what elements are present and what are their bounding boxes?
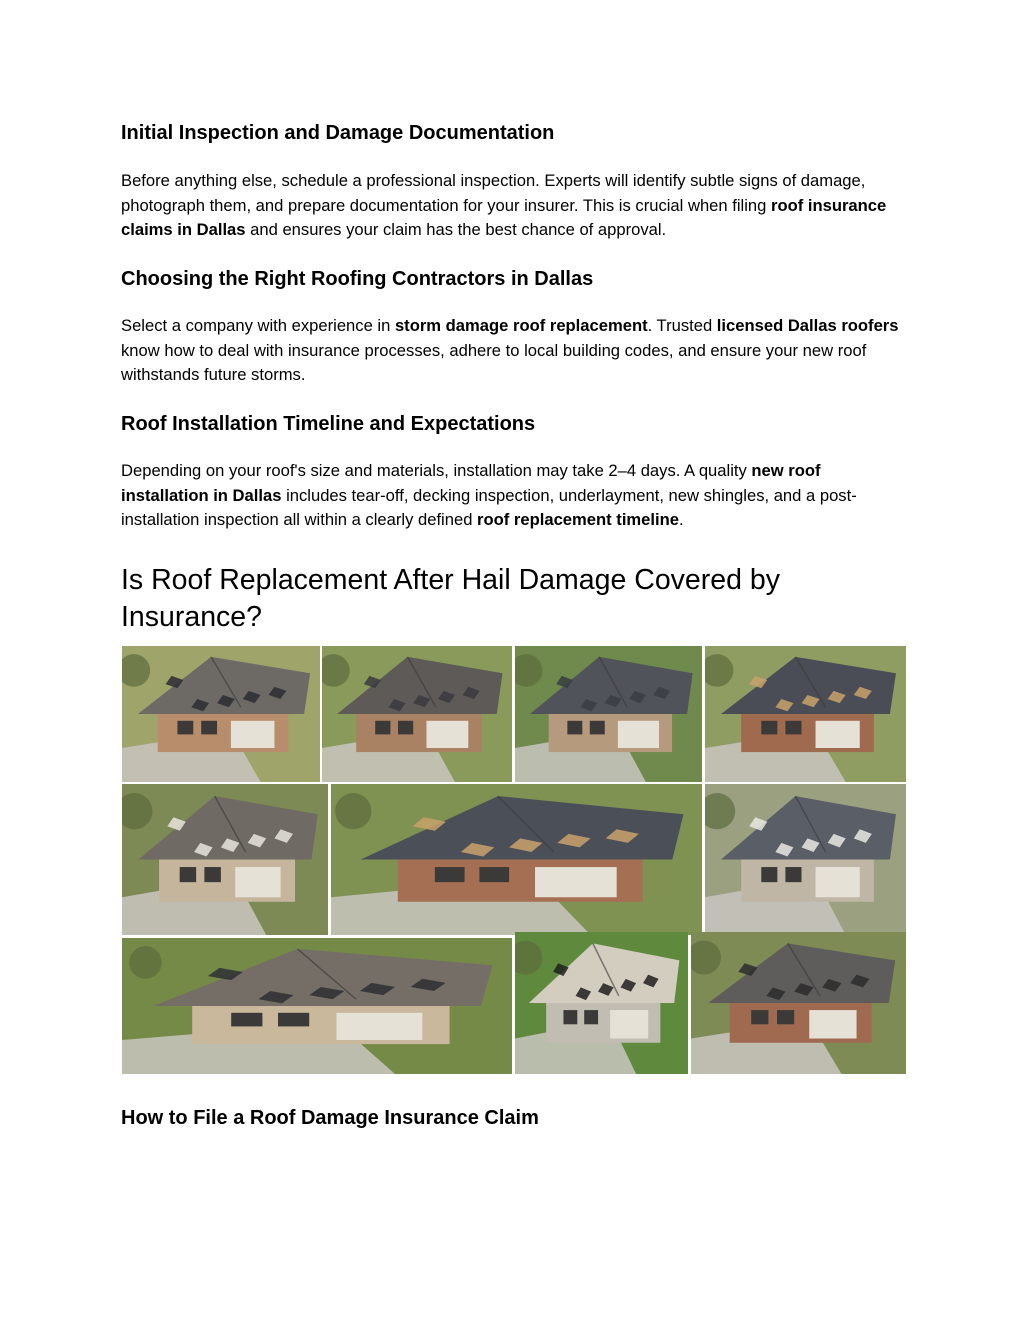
- photo-roof-shingle-debris: [705, 784, 906, 935]
- section-heading-file-claim: How to File a Roof Damage Insurance Claim: [121, 1107, 539, 1129]
- photo-house-damaged-roof-driveway: [122, 646, 320, 782]
- section-paragraph-timeline: [121, 459, 911, 533]
- section-heading-inspection: Initial Inspection and Damage Documentation: [121, 122, 555, 144]
- bold-keyword: licensed Dallas roofers: [716, 316, 899, 335]
- paragraph-text: and ensures your claim has the best chance of approval.: [245, 220, 667, 239]
- bold-keyword: roof replacement timeline: [477, 510, 679, 529]
- paragraph-text: Select a company with experience in: [121, 316, 395, 335]
- photo-house-aerial-street: [322, 646, 512, 782]
- photo-house-debris-yard: [691, 932, 906, 1074]
- photo-house-debris-pile: [122, 938, 512, 1074]
- photo-driveway-mailbox: [515, 932, 688, 1074]
- section-heading-timeline: Roof Installation Timeline and Expectations: [121, 413, 536, 435]
- paragraph-text: .: [679, 510, 684, 529]
- hail-damage-photo-collage: [122, 646, 906, 1074]
- paragraph-text: know how to deal with insurance processes, adhere to local building codes, and ensure your new roof withstands future storms.: [121, 340, 867, 384]
- section-heading-contractors: Choosing the Right Roofing Contractors in Dallas: [121, 268, 594, 290]
- photo-house-grey-roof-closeup: [515, 646, 702, 782]
- photo-house-exposed-decking: [705, 646, 906, 782]
- section-paragraph-contractors: [121, 314, 911, 388]
- section-paragraph-inspection: [121, 169, 911, 243]
- bold-keyword: storm damage roof replacement: [394, 316, 648, 335]
- paragraph-text: includes tear-off, decking inspection, underlayment, new shingles, and a post-installation inspection all within a clearly defined: [121, 485, 857, 529]
- bold-keyword: new roof installation in Dallas: [121, 461, 821, 505]
- paragraph-text: Depending on your roof's size and materials, installation may take 2–4 days. A quality: [121, 461, 752, 480]
- photo-roof-large-decking-patches: [331, 784, 702, 935]
- paragraph-text: . Trusted: [647, 316, 717, 335]
- paragraph-text: Before anything else, schedule a professional inspection. Experts will identify subtle signs of damage, photograph them, and prepare documentation for your insurer. This is crucial when filing: [121, 171, 866, 215]
- bold-keyword: roof insurance claims in Dallas: [121, 195, 887, 239]
- main-heading: Is Roof Replacement After Hail Damage Covered by Insurance?: [121, 564, 780, 633]
- photo-roof-torn-shingles: [122, 784, 328, 935]
